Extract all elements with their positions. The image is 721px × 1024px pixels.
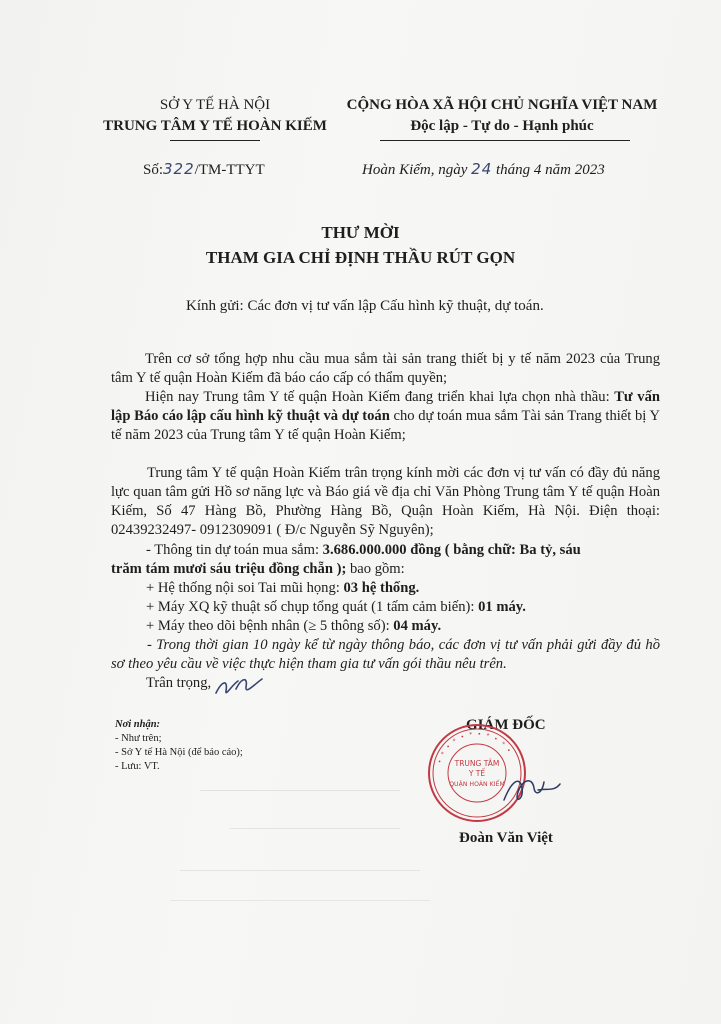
svg-text:• * • * • * • * • * •: • * • * • * • * • * • [436, 730, 514, 765]
recipient-item: - Như trên; [115, 733, 162, 744]
stamp-line3: QUẬN HOÀN KIẾM [449, 781, 505, 788]
recipient-line: Kính gửi: Các đơn vị tư vấn lập Cấu hình kỹ thuật, dự toán. [186, 298, 544, 314]
paragraph-2-end: cho dự toán mua sắm Tài sản Trang thiết bị Y tế năm 2023 của Trung tâm Y tế quận Hoàn Kiếm; [111, 408, 660, 443]
initials-mark [212, 671, 272, 701]
budget-amount: 3.686.000.000 đồng ( bằng chữ: Ba tỷ, sáu [322, 542, 581, 558]
paragraph-2-start: Hiện nay Trung tâm Y tế quận Hoàn Kiếm đang triển khai lựa chọn nhà thầu: [145, 389, 615, 405]
budget-suffix: bao gồm: [346, 561, 405, 577]
signature-title: GIÁM ĐỐC [466, 717, 546, 733]
list-item [146, 617, 441, 636]
doc-number [143, 160, 265, 179]
closing-line: Trân trọng, [146, 675, 212, 691]
deadline-note: - Trong thời gian 10 ngày kể từ ngày thông báo, các đơn vị tư vấn phải gửi đầy đủ hồ sơ theo yêu cầu về việc thực hiện tham gia tư vấn gói thầu nêu trên. [111, 637, 660, 672]
header-right-underline [380, 140, 630, 141]
recipients-label: Nơi nhận: [115, 719, 161, 730]
signer-name: Đoàn Văn Việt [459, 830, 553, 846]
national-motto: Độc lập - Tự do - Hạnh phúc [410, 118, 594, 134]
signature-mark [498, 770, 568, 810]
paragraph-1: Trên cơ sở tổng hợp nhu cầu mua sắm tài sản trang thiết bị y tế năm 2023 của Trung tâm Y tế quận Hoàn Kiếm đã báo cáo cấp có thẩm quyền; [111, 351, 660, 386]
item-quantity: 03 hệ thống. [343, 580, 420, 596]
bleed-through-line [230, 828, 400, 829]
bleed-through-line [170, 900, 430, 901]
recipient-item: - Sở Y tế Hà Nội (để báo cáo); [115, 747, 243, 758]
date-month: 4 [533, 162, 542, 178]
paragraph-3: Trung tâm Y tế quận Hoàn Kiếm trân trọng kính mời các đơn vị tư vấn có đầy đủ năng lực quan tâm gửi Hồ sơ năng lực và Báo giá về địa chỉ Văn Phòng Trung tâm Y tế quận Hoàn Kiếm, Số 47 Hàng Bồ, Phường Hàng Bồ, Quận Hoàn Kiếm, Hà Nội. Điện thoại: 02439232497- 0912309091 ( Đ/c Nguyễn Sỹ Nguyên); [111, 465, 660, 538]
date-prefix: Hoàn Kiếm, ngày [362, 162, 468, 178]
center-name: TRUNG TÂM Y TẾ HOÀN KIẾM [103, 118, 327, 134]
budget-amount-words: trăm tám mươi sáu triệu đồng chẵn ); [111, 561, 347, 577]
national-title: CỘNG HÒA XÃ HỘI CHỦ NGHĨA VIỆT NAM [346, 97, 658, 113]
list-item [146, 598, 526, 617]
item-text: + Hệ thống nội soi Tai mũi họng: [146, 580, 344, 596]
header-left-underline [170, 140, 260, 141]
stamp-line2: Y TẾ [468, 769, 486, 778]
bleed-through-line [180, 870, 420, 871]
title-line2: THAM GIA CHỈ ĐỊNH THẦU RÚT GỌN [205, 248, 516, 267]
paragraph-2-bold: Tư vấn lập Báo cáo lập cấu hình kỹ thuật và dự toán [111, 389, 660, 424]
item-text: + Máy XQ kỹ thuật số chụp tổng quát (1 tấm cảm biến): [146, 599, 479, 615]
budget-line-2 [111, 560, 405, 579]
paragraph-2 [111, 388, 660, 445]
doc-number-handwritten: 322 [163, 160, 195, 178]
title-line1: THƯ MỜI [321, 223, 400, 242]
date-day: 24 [471, 160, 493, 178]
item-text: + Máy theo dõi bệnh nhân (≥ 5 thông số): [146, 618, 394, 634]
list-item [146, 579, 419, 598]
stamp-line1: TRUNG TÂM [454, 759, 500, 768]
date-month-label: tháng [496, 162, 531, 178]
date-year: năm 2023 [545, 162, 605, 178]
recipient-item: - Lưu: VT. [115, 761, 160, 772]
item-quantity: 04 máy. [393, 618, 442, 634]
item-quantity: 01 máy. [478, 599, 526, 615]
budget-label: - Thông tin dự toán mua sắm: [146, 542, 323, 558]
budget-line-1 [146, 541, 581, 560]
doc-number-suffix: /TM-TTYT [194, 162, 265, 178]
bleed-through-line [200, 790, 400, 791]
doc-number-prefix: Số: [143, 162, 164, 178]
agency-name: SỞ Y TẾ HÀ NỘI [159, 97, 271, 113]
issue-date [362, 160, 605, 179]
